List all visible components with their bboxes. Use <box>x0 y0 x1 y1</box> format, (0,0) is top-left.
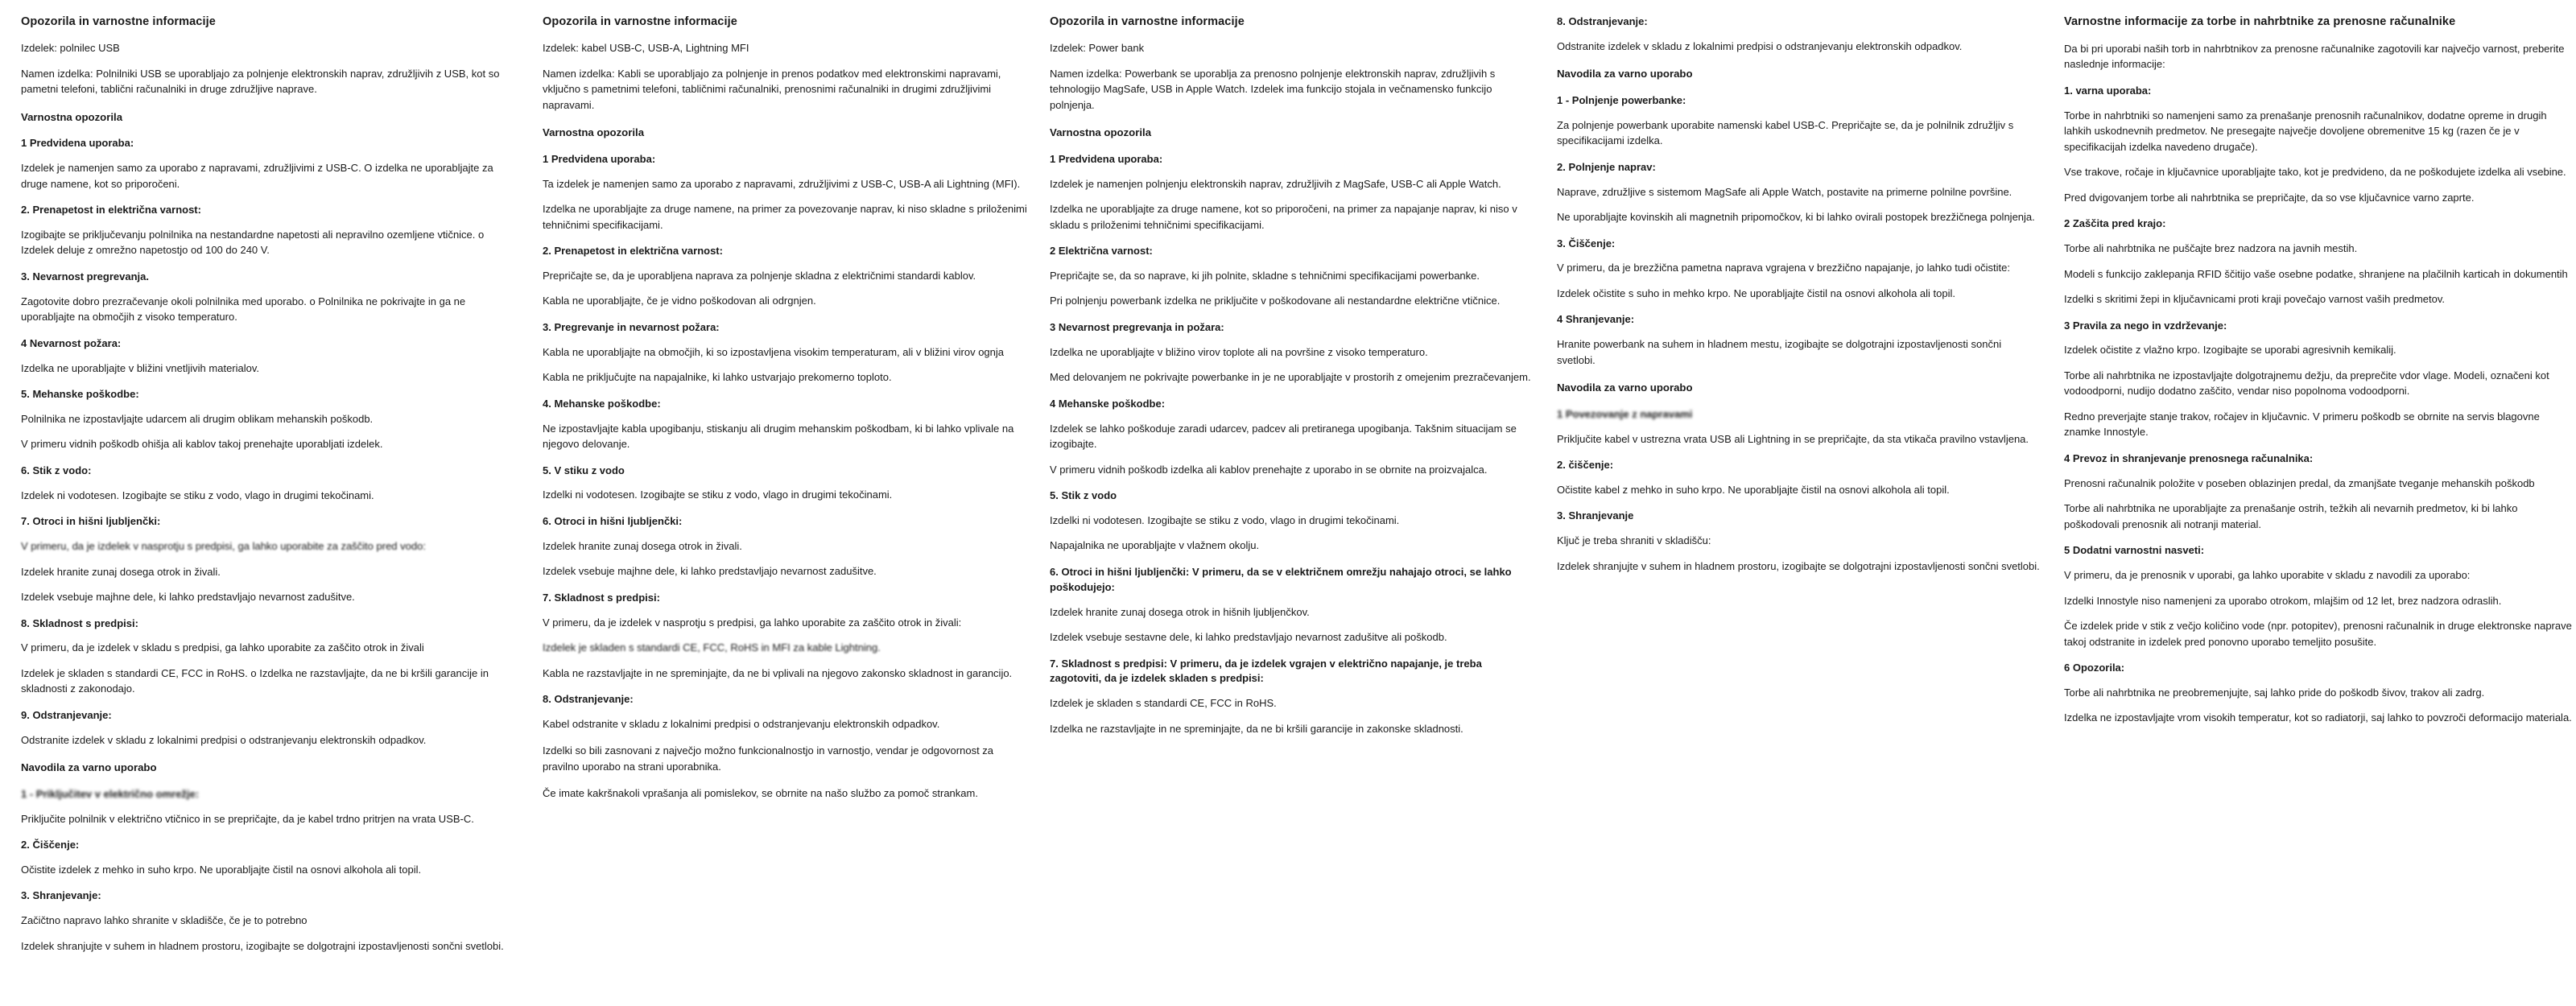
warning-heading: 2 Zaščita pred krajo: <box>2064 217 2166 230</box>
warning-heading: 6. Otroci in hišni ljubljenčki: <box>543 514 683 527</box>
usage-text: Hranite powerbank na suhem in hladnem mestu, izogibajte se dolgotrajni izpostavljenosti sončni svetlobi. <box>1557 338 2002 366</box>
warning-text: Redno preverjajte stanje trakov, ročajev in ključavnic. V primeru poškodb se obrnite na servis blagovne znamke Innostyle. <box>2064 410 2540 439</box>
warning-heading: 1 Predvidena uporaba: <box>543 152 656 165</box>
warning-heading: 3. Nevarnost pregrevanja. <box>21 270 149 282</box>
warning-text: Torbe ali nahrbtnika ne preobremenjujte, saj lahko pride do poškodb šivov, trakov ali zadrg. <box>2064 686 2485 699</box>
warning-text: Torbe ali nahrbtnika ne uporabljajte za prenašanje ostrih, težkih ali nevarnih predmetov, ki bi lahko poškodovali prenosnik ali notranji material. <box>2064 502 2518 530</box>
warning-text: Izdelek se lahko poškoduje zaradi udarcev, padcev ali pretiranega upogibanja. Takšnim situacijam se izogibajte. <box>1050 422 1517 451</box>
footer-note: Izdelki so bili zasnovani z največjo možno funkcionalnostjo in varnostjo, vendar je odgovornost za pravilno uporabo na strani uporabnika. <box>543 744 994 773</box>
usage-heading: Navodila za varno uporabo <box>1557 68 1693 80</box>
warning-heading: 8. Skladnost s predpisi: <box>21 616 138 629</box>
usage-heading-item: 1 Povezovanje z napravami <box>1557 407 1693 420</box>
warning-text: Ta izdelek je namenjen samo za uporabo z napravami, združljivimi z USB-C, USB-A ali Lightning (MFI). <box>543 177 1021 190</box>
warning-heading: 7. Skladnost s predpisi: V primeru, da je izdelek vgrajen v električno napajanje, je treba zagotoviti, da je izdelek skladen s predpisi: <box>1050 657 1482 685</box>
product-label: Izdelek: polnilec USB <box>21 41 120 54</box>
product-purpose: Namen izdelka: Polnilniki USB se uporabljajo za polnjenje elektronskih naprav, združljivih z USB, kot so pametni telefoni, tablični računalniki in druge združljive naprave. <box>21 67 500 96</box>
warning-text: Izdelka ne razstavljajte in ne spreminjajte, da ne bi kršili garancije in zakonske skladnosti. <box>1050 722 1463 735</box>
warning-text: Kabla ne priključujte na napajalnike, ki lahko ustvarjajo prekomerno toploto. <box>543 371 892 384</box>
warning-heading: 2. Prenapetost in električna varnost: <box>543 245 723 258</box>
warning-heading: 4. Mehanske poškodbe: <box>543 397 661 410</box>
warning-heading: 4 Prevoz in shranjevanje prenosnega računalnika: <box>2064 451 2314 464</box>
section-title: Opozorila in varnostne informacije <box>21 15 216 28</box>
warning-heading: 5. Mehanske poškodbe: <box>21 388 139 401</box>
warning-text: Kabla ne uporabljajte, če je vidno poškodovan ali odrgnjen. <box>543 295 816 307</box>
column-backpacks <box>2054 14 2576 737</box>
warning-text: V primeru, da je prenosnik v uporabi, ga lahko uporabite v skladu z navodili za uporabo: <box>2064 569 2471 582</box>
warning-text: Polnilnika ne izpostavljajte udarcem ali drugim oblikam mehanskih poškodb. <box>21 412 374 425</box>
warning-text: Izdelek ni vodotesen. Izogibajte se stiku z vodo, vlago in drugimi tekočinami. <box>21 489 374 501</box>
warning-text: Prepričajte se, da je uporabljena naprava za polnjenje skladna z električnimi standardi kablov. <box>543 269 976 282</box>
usage-text: Ne uporabljajte kovinskih ali magnetnih pripomočkov, ki bi lahko ovirali postopek brezžičnega polnjenja. <box>1557 211 2035 224</box>
warning-text: Odstranite izdelek v skladu z lokalnimi predpisi o odstranjevanju elektronskih odpadkov. <box>1557 39 1963 52</box>
warning-text: Izdelek vsebuje majhne dele, ki lahko predstavljajo nevarnost zadušitve. <box>21 591 355 604</box>
column-powerbank <box>1040 14 1547 748</box>
warning-text: Izdelka ne uporabljajte za druge namene, kot so priporočeni, na primer za napajanje naprav, ki niso v skladu s priloženimi tehničnimi specifikacijami. <box>1050 203 1517 231</box>
section-title: Varnostne informacije za torbe in nahrbtnike za prenosne računalnike <box>2064 15 2456 28</box>
warning-heading: 5. Stik z vodo <box>1050 489 1117 502</box>
usage-heading-item: 3. Shranjevanje: <box>21 889 101 902</box>
warning-text: Pri polnjenju powerbank izdelka ne priključite v poškodovane ali nestandardne električne vtičnice. <box>1050 295 1501 307</box>
usage-text: Priključite kabel v ustrezna vrata USB ali Lightning in se prepričajte, da sta vtikača pravilno vstavljena. <box>1557 432 2029 445</box>
warning-heading: 1 Predvidena uporaba: <box>1050 152 1163 165</box>
warning-heading: 6 Opozorila: <box>2064 662 2125 674</box>
warning-heading: 8. Odstranjevanje: <box>543 693 634 706</box>
column-cables <box>533 14 1040 813</box>
warning-text: Izdelki Innostyle niso namenjeni za uporabo otrokom, mlajšim od 12 let, brez nadzora odraslih. <box>2064 594 2502 607</box>
usage-text: Očistite kabel z mehko in suho krpo. Ne uporabljajte čistil na osnovi alkohola ali topil. <box>1557 483 1950 496</box>
section-title: Opozorila in varnostne informacije <box>543 15 737 28</box>
warning-text: Izdelek vsebuje majhne dele, ki lahko predstavljajo nevarnost zadušitve. <box>543 565 877 578</box>
warning-heading: 3 Pravila za nego in vzdrževanje: <box>2064 319 2227 332</box>
warning-text: Izdelka ne uporabljajte za druge namene, na primer za povezovanje naprav, ki niso skladne s priloženimi tehničnimi specifikacijami. <box>543 203 1027 231</box>
product-label: Izdelek: kabel USB-C, USB-A, Lightning MFI <box>543 41 749 54</box>
warnings-heading: Varnostna opozorila <box>1050 126 1152 139</box>
warning-text: Izdelki s skritimi žepi in ključavnicami proti kraji povečajo varnost vaših predmetov. <box>2064 293 2445 306</box>
section-title: Opozorila in varnostne informacije <box>1050 15 1245 28</box>
usage-text: Izdelek shranjujte v suhem in hladnem prostoru, izogibajte se dolgotrajni izpostavljenosti sončni svetlobi. <box>21 939 504 952</box>
warning-text: Izdelki ni vodotesen. Izogibajte se stiku z vodo, vlago in drugimi tekočinami. <box>1050 513 1400 526</box>
warning-text: Modeli s funkcijo zaklepanja RFID ščitijo vaše osebne podatke, shranjene na plačilnih karticah in dokumentih <box>2064 267 2568 280</box>
warning-heading: 6. Stik z vodo: <box>21 464 92 476</box>
warning-text: Izdelek očistite z vlažno krpo. Izogibajte se uporabi agresivnih kemikalij. <box>2064 344 2396 357</box>
warnings-heading: Varnostna opozorila <box>543 126 645 139</box>
warning-heading: 6. Otroci in hišni ljubljenčki: V primeru, da se v električnem omrežju nahajajo otroci, se lahko poškodujejo: <box>1050 565 1512 593</box>
usage-text: Priključite polnilnik v električno vtičnico in se prepričajte, da je kabel trdno pritrjen na vrata USB-C. <box>21 812 474 825</box>
warning-text: Prenosni računalnik položite v poseben oblazinjen predal, da zmanjšate tveganje mehanskih poškodb <box>2064 476 2535 489</box>
product-purpose: Namen izdelka: Powerbank se uporablja za prenosno polnjenje elektronskih naprav, združljivih s tehnologijo MagSafe, USB in Apple Watch. Izdelek ima funkcijo stojala in večnamensko funkcijo polnjenja. <box>1050 67 1496 111</box>
warning-text: Izdelek je skladen s standardi CE, FCC in RoHS. <box>1050 697 1277 710</box>
warning-text: Izdelek hranite zunaj dosega otrok in živali. <box>543 539 742 552</box>
usage-heading-item: 2. Polnjenje naprav: <box>1557 160 1656 173</box>
usage-text: V primeru, da je brezžična pametna naprava vgrajena v brezžično napajanje, jo lahko tudi očistite: <box>1557 262 2010 274</box>
warning-heading: 4 Nevarnost požara: <box>21 336 122 349</box>
warning-text: Izdelek vsebuje sestavne dele, ki lahko predstavljajo nevarnost zadušitve ali poškodb. <box>1050 631 1447 644</box>
warning-text: V primeru vidnih poškodb izdelka ali kablov prenehajte z uporabo in se obrnite na proizvajalca. <box>1050 463 1488 476</box>
warning-text: Izdelka ne uporabljajte v bližini vnetljivih materialov. <box>21 361 260 374</box>
warning-text: Pred dvigovanjem torbe ali nahrbtnika se prepričajte, da so vse ključavnice varno zaprte. <box>2064 191 2475 204</box>
warning-text: Kabel odstranite v skladu z lokalnimi predpisi o odstranjevanju elektronskih odpadkov. <box>543 717 940 730</box>
usage-text: Izdelek shranjujte v suhem in hladnem prostoru, izogibajte se dolgotrajni izpostavljenosti sončni svetlobi. <box>1557 559 2040 572</box>
warning-text: Kabla ne razstavljajte in ne spreminjajte, da ne bi vplivali na njegovo zakonsko skladnost in garancijo. <box>543 666 1013 679</box>
warning-text: Izdelek hranite zunaj dosega otrok in hišnih ljubljenčkov. <box>1050 605 1310 618</box>
usage-heading-item: 2. Čiščenje: <box>21 839 80 851</box>
usage-text: Začičtno napravo lahko shranite v skladišče, če je to potrebno <box>21 914 308 927</box>
warning-text: Izdelek je skladen s standardi CE, FCC in RoHS. o Izdelka ne razstavljajte, da ne bi kršili garancije in skladnosti z zakonodajo. <box>21 666 489 695</box>
usage-text: Za polnjenje powerbank uporabite namenski kabel USB-C. Prepričajte se, da je polnilnik združljiv s specifikacijami izdelka. <box>1557 118 2014 147</box>
warning-heading: 8. Odstranjevanje: <box>1557 15 1648 27</box>
product-purpose: Namen izdelka: Kabli se uporabljajo za polnjenje in prenos podatkov med elektronskimi napravami, vključno s pametnimi telefoni, tabličnimi računalniki, prenosnimi računalniki in drugimi združljivimi napravami. <box>543 67 1001 111</box>
usage-heading-item: 4 Shranjevanje: <box>1557 313 1635 326</box>
warning-text: Torbe ali nahrbtnika ne puščajte brez nadzora na javnih mestih. <box>2064 242 2358 255</box>
product-purpose: Da bi pri uporabi naših torb in nahrbtnikov za prenosne računalnike zagotovili kar največjo varnost, preberite naslednje informacije: <box>2064 42 2565 71</box>
warning-text: Napajalnika ne uporabljajte v vlažnem okolju. <box>1050 539 1260 552</box>
column-powerbank-usage <box>1547 14 2054 585</box>
usage-heading-item: 1 - Priključitev v električno omrežje: <box>21 787 200 800</box>
warning-text: Izogibajte se priključevanju polnilnika na nestandardne napetosti ali nepravilno ozemljene vtičnice. o Izdelek deluje z omrežno napetostjo od 100 do 240 V. <box>21 228 485 257</box>
warning-text: Izdelek je namenjen samo za uporabo z napravami, združljivimi z USB-C. O izdelka ne uporabljajte za druge namene, kot so priporočeni. <box>21 162 493 190</box>
warning-text: Izdelek hranite zunaj dosega otrok in živali. <box>21 565 221 578</box>
warning-text: Izdelka ne uporabljajte v bližino virov toplote ali na površine z visoko temperaturo. <box>1050 345 1428 358</box>
warning-heading: 3. Pregrevanje in nevarnost požara: <box>543 320 720 333</box>
column-usb-c-cable <box>11 14 533 965</box>
warning-heading: 3 Nevarnost pregrevanja in požara: <box>1050 320 1224 333</box>
warning-text: Zagotovite dobro prezračevanje okoli polnilnika med uporabo. o Polnilnika ne pokrivajte in ga ne uporabljajte na območjih z visoko temperaturo. <box>21 295 466 324</box>
warning-text: Prepričajte se, da so naprave, ki jih polnite, skladne s tehničnimi specifikacijami powerbanke. <box>1050 269 1480 282</box>
warning-text: V primeru vidnih poškodb ohišja ali kablov takoj prenehajte uporabljati izdelek. <box>21 438 383 451</box>
warning-text: Med delovanjem ne pokrivajte powerbanke in je ne uporabljajte v prostorih z omejenim prezračevanjem. <box>1050 371 1531 384</box>
warning-text: Torbe in nahrbtniki so namenjeni samo za prenašanje prenosnih računalnikov, dodatne opreme in drugih lahkih uskodnevnih predmetov. Ne presegajte največje dovoljene obremenitve 15 kg (razen če je v specifikacijah izdelka navedeno drugače). <box>2064 109 2547 153</box>
warning-text: Izdelki ni vodotesen. Izogibajte se stiku z vodo, vlago in drugimi tekočinami. <box>543 489 893 501</box>
warning-text: Ne izpostavljajte kabla upogibanju, stiskanju ali drugim mehanskim poškodbam, ki bi lahko vplivale na njegovo delovanje. <box>543 422 1014 451</box>
warning-text: Izdelka ne izpostavljajte vrom visokih temperatur, kot so radiatorji, saj lahko to povzroči deformacijo materiala. <box>2064 711 2572 724</box>
warning-heading: 5. V stiku z vodo <box>543 464 625 476</box>
warning-heading: 2. Prenapetost in električna varnost: <box>21 204 201 216</box>
warning-heading: 2 Električna varnost: <box>1050 245 1153 258</box>
footer-note: Če imate kakršnakoli vprašanja ali pomislekov, se obrnite na našo službo za pomoč strankam. <box>543 787 978 800</box>
warnings-heading: Varnostna opozorila <box>21 110 123 123</box>
warning-text: Izdelek je skladen s standardi CE, FCC, RoHS in MFI za kable Lightning. <box>543 641 881 654</box>
warning-text: Če izdelek pride v stik z večjo količino vode (npr. potopitev), prenosni računalnik in druge elektronske naprave takoj odstranite in izdelek pred ponovno uporabo temeljito posušite. <box>2064 620 2572 648</box>
product-label: Izdelek: Power bank <box>1050 41 1145 54</box>
warning-text: V primeru, da je izdelek v nasprotju s predpisi, ga lahko uporabite za zaščito pred vodo: <box>21 540 426 553</box>
usage-text: Izdelek očistite s suho in mehko krpo. Ne uporabljajte čistil na osnovi alkohola ali topil. <box>1557 287 1955 299</box>
warning-text: Vse trakove, ročaje in ključavnice uporabljajte tako, kot je predvideno, da ne poškodujete izdelka ali vsebine. <box>2064 166 2566 179</box>
usage-text: Naprave, združljive s sistemom MagSafe ali Apple Watch, postavite na primerne polnilne površine. <box>1557 185 2013 198</box>
warning-heading: 4 Mehanske poškodbe: <box>1050 397 1166 410</box>
usage-text: Očistite izdelek z mehko in suho krpo. Ne uporabljajte čistil na osnovi alkohola ali topil. <box>21 863 422 876</box>
usage-text: Ključ je treba shraniti v skladišču: <box>1557 534 1711 547</box>
warning-heading: 5 Dodatni varnostni nasveti: <box>2064 544 2205 557</box>
usage-heading-secondary: Navodila za varno uporabo <box>1557 381 1693 394</box>
warning-text: V primeru, da je izdelek v nasprotju s predpisi, ga lahko uporabite za zaščito otrok in živali: <box>543 616 962 629</box>
usage-heading-item: 3. Čiščenje: <box>1557 237 1616 249</box>
usage-heading-item: 1 - Polnjenje powerbanke: <box>1557 93 1686 106</box>
warning-heading: 7. Skladnost s predpisi: <box>543 591 660 604</box>
usage-heading-item: 3. Shranjevanje <box>1557 509 1634 522</box>
warning-heading: 7. Otroci in hišni ljubljenčki: <box>21 515 161 528</box>
usage-heading: Navodila za varno uporabo <box>21 761 157 774</box>
warning-heading: 1. varna uporaba: <box>2064 84 2152 97</box>
warning-text: Kabla ne uporabljajte na območjih, ki so izpostavljena visokim temperaturam, ali v bližini virov ognja <box>543 345 1005 358</box>
warning-heading: 9. Odstranjevanje: <box>21 708 112 721</box>
warning-text: Torbe ali nahrbtnika ne izpostavljajte dolgotrajnemu dežju, da preprečite vdor vlage. Modeli, označeni kot vodoodporni, nudijo dodatno zaščito, vendar niso popolnoma vodoodporni. <box>2064 369 2549 398</box>
warning-text: Odstranite izdelek v skladu z lokalnimi predpisi o odstranjevanju elektronskih odpadkov. <box>21 733 427 746</box>
usage-heading-item: 2. čiščenje: <box>1557 459 1614 472</box>
warning-text: Izdelek je namenjen polnjenju elektronskih naprav, združljivih z MagSafe, USB-C ali Apple Watch. <box>1050 177 1501 190</box>
warning-text: V primeru, da je izdelek v skladu s predpisi, ga lahko uporabite za zaščito otrok in živali <box>21 641 424 654</box>
warning-heading: 1 Predvidena uporaba: <box>21 137 134 150</box>
